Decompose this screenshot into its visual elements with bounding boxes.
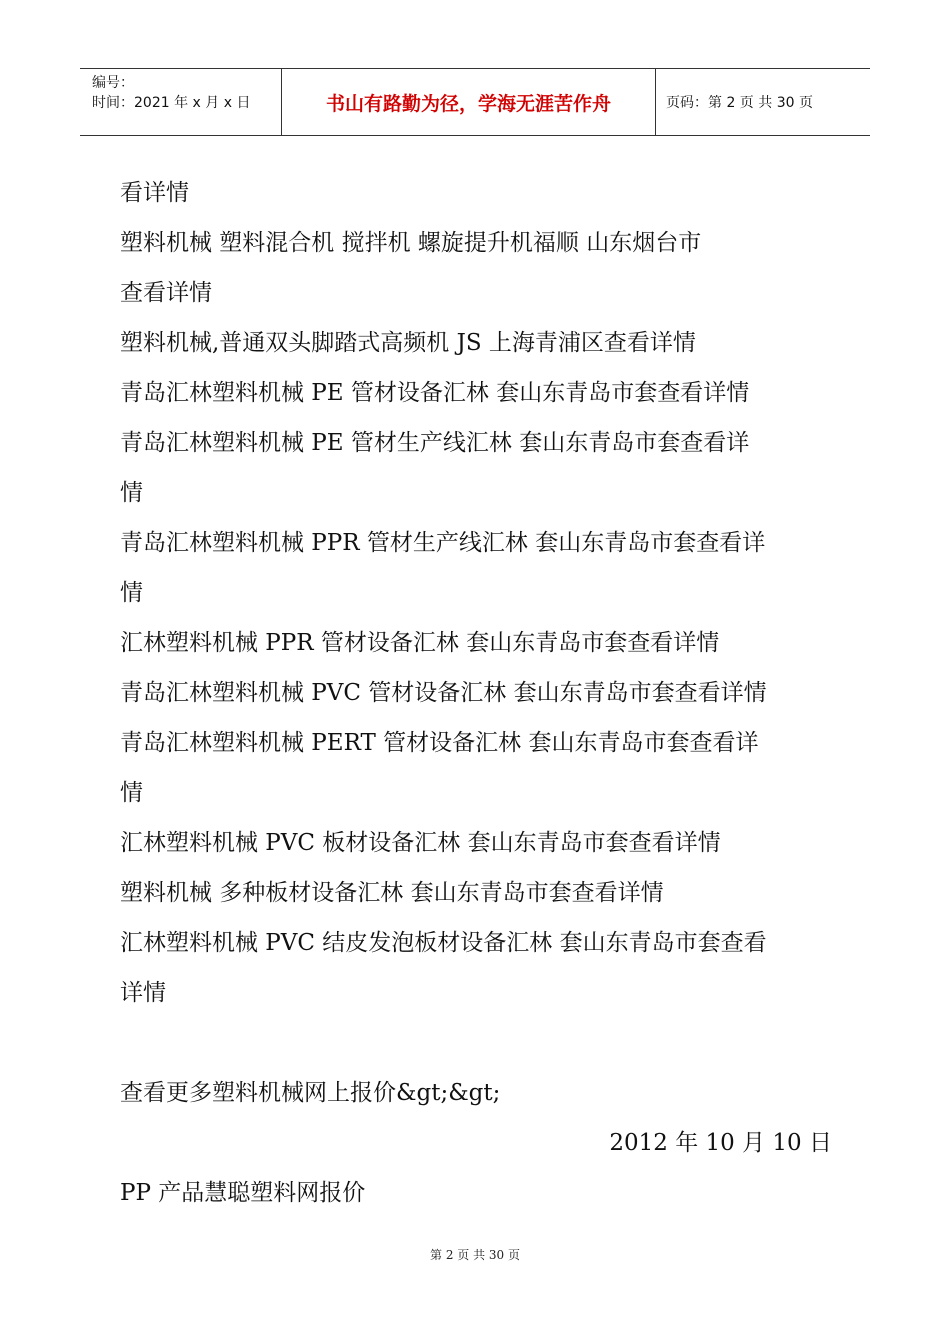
page-footer: 第 2 页 共 30 页 (430, 1248, 520, 1262)
body-line: 查看详情 (120, 280, 212, 306)
body-line: 青岛汇林塑料机械 PPR 管材生产线汇林 套山东青岛市套查看详 (120, 530, 766, 556)
body-line: 塑料机械 多种板材设备汇林 套山东青岛市套查看详情 (120, 880, 664, 906)
body-line: 详情 (120, 980, 166, 1006)
page-header (80, 68, 870, 136)
document-date: 2012 年 10 月 10 日 (609, 1130, 832, 1156)
body-line: 情 (120, 580, 143, 606)
body-line: 青岛汇林塑料机械 PERT 管材设备汇林 套山东青岛市套查看详 (120, 730, 759, 756)
body-line: 情 (120, 780, 143, 806)
document-body (120, 168, 832, 1218)
header-meta (80, 69, 282, 135)
body-line: 看详情 (120, 180, 189, 206)
body-line: 青岛汇林塑料机械 PVC 管材设备汇林 套山东青岛市套查看详情 (120, 680, 767, 706)
document-number-label: 编号： (92, 75, 134, 91)
header-motto: 书山有路勤为径，学海无涯苦作舟 (282, 69, 656, 135)
header-page-info: 页码：第 2 页 共 30 页 (666, 95, 813, 111)
body-line: 情 (120, 480, 143, 506)
body-line: 汇林塑料机械 PVC 结皮发泡板材设备汇林 套山东青岛市套查看 (120, 930, 767, 956)
body-line: 青岛汇林塑料机械 PE 管材设备汇林 套山东青岛市套查看详情 (120, 380, 750, 406)
blank-line (120, 1018, 832, 1068)
document-time-label: 时间：2021 年 x 月 x 日 (92, 95, 251, 111)
body-line: 汇林塑料机械 PPR 管材设备汇林 套山东青岛市套查看详情 (120, 630, 720, 656)
more-prices-link[interactable]: 查看更多塑料机械网上报价&gt;&gt; (120, 1080, 501, 1106)
body-line: 汇林塑料机械 PVC 板材设备汇林 套山东青岛市套查看详情 (120, 830, 721, 856)
body-line: 塑料机械,普通双头脚踏式高频机 JS 上海青浦区查看详情 (120, 330, 696, 356)
body-line: 青岛汇林塑料机械 PE 管材生产线汇林 套山东青岛市套查看详 (120, 430, 750, 456)
section-subtitle: PP 产品慧聪塑料网报价 (120, 1180, 366, 1206)
body-line: 塑料机械 塑料混合机 搅拌机 螺旋提升机福顺 山东烟台市 (120, 230, 702, 256)
